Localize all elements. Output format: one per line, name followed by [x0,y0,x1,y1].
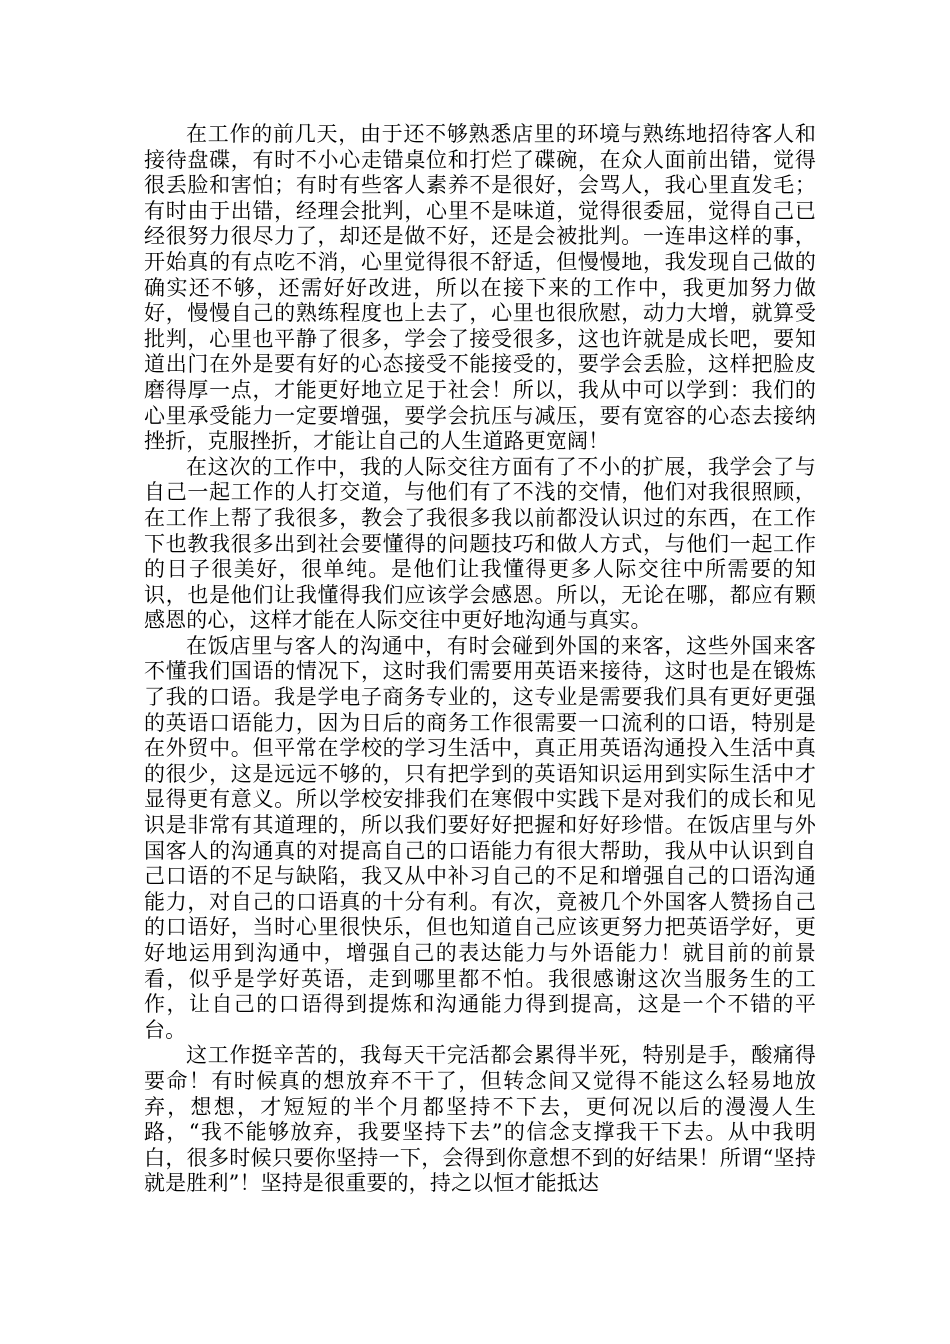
paragraph-interpersonal-skills: 在这次的工作中，我的人际交往方面有了不小的扩展，我学会了与自己一起工作的人打交道，与他们有了不浅的交情，他们对我很照顾，在工作上帮了我很多，教会了我很多我以前都没认识过的东西，在工作下也教我很多出到社会要懂得的问题技巧和做人方式，与他们一起工作的日子很美好，很单纯。是他们让我懂得更多人际交往中所需要的知识，也是他们让我懂得我们应该学会感恩。所以，无论在哪，都应有颗感恩的心，这样才能在人际交往中更好地沟通与真实。 [144,454,816,633]
paragraph-adapting-to-work: 在工作的前几天，由于还不够熟悉店里的环境与熟练地招待客人和接待盘碟，有时不小心走错桌位和打烂了碟碗，在众人面前出错，觉得很丢脸和害怕；有时有些客人素养不是很好，会骂人，我心里直发毛；有时由于出错，经理会批判，心里不是味道，觉得很委屈，觉得自己已经很努力很尽力了，却还是做不好，还是会被批判。一连串这样的事，开始真的有点吃不消，心里觉得很不舒适，但慢慢地，我发现自己做的确实还不够，还需好好改进，所以在接下来的工作中，我更加努力做好，慢慢自己的熟练程度也上去了，心里也很欣慰，动力大增，就算受批判，心里也平静了很多，学会了接受很多，这也许就是成长吧，要知道出门在外是要有好的心态接受不能接受的，要学会丢脸，这样把脸皮磨得厚一点，才能更好地立足于社会！所以，我从中可以学到：我们的心里承受能力一定要增强，要学会抗压与减压，要有宽容的心态去接纳挫折，克服挫折，才能让自己的人生道路更宽阔！ [144,122,816,454]
document-page [144,122,816,1197]
paragraph-perseverance: 这工作挺辛苦的，我每天干完活都会累得半死，特别是手，酸痛得要命！有时候真的想放弃不干了，但转念间又觉得不能这么轻易地放弃，想想，才短短的半个月都坚持不下去，更何况以后的漫漫人生路，“我不能够放弃，我要坚持下去”的信念支撑我干下去。从中我明白，很多时候只要你坚持一下，会得到你意想不到的好结果！所谓“坚持就是胜利”！坚持是很重要的，持之以恒才能抵达 [144,1043,816,1196]
paragraph-english-communication: 在饭店里与客人的沟通中，有时会碰到外国的来客，这些外国来客不懂我们国语的情况下，这时我们需要用英语来接待，这时也是在锻炼了我的口语。我是学电子商务专业的，这专业是需要我们具有更好更强的英语口语能力，因为日后的商务工作很需要一口流利的口语，特别是在外贸中。但平常在学校的学习生活中，真正用英语沟通投入生活中真的很少，这是远远不够的，只有把学到的英语知识运用到实际生活中才显得更有意义。所以学校安排我们在寒假中实践下是对我们的成长和见识是非常有其道理的，所以我们要好好把握和好好珍惜。在饭店里与外国客人的沟通真的对提高自己的口语能力有很大帮助，我从中认识到自己口语的不足与缺陷，我又从中补习自己的不足和增强自己的口语沟通能力，对自己的口语真的十分有利。有次，竟被几个外国客人赞扬自己的口语好，当时心里很快乐，但也知道自己应该更努力把英语学好，更好地运用到沟通中，增强自己的表达能力与外语能力！就目前的前景看，似乎是学好英语，走到哪里都不怕。我很感谢这次当服务生的工作，让自己的口语得到提炼和沟通能力得到提高，这是一个不错的平台。 [144,633,816,1042]
